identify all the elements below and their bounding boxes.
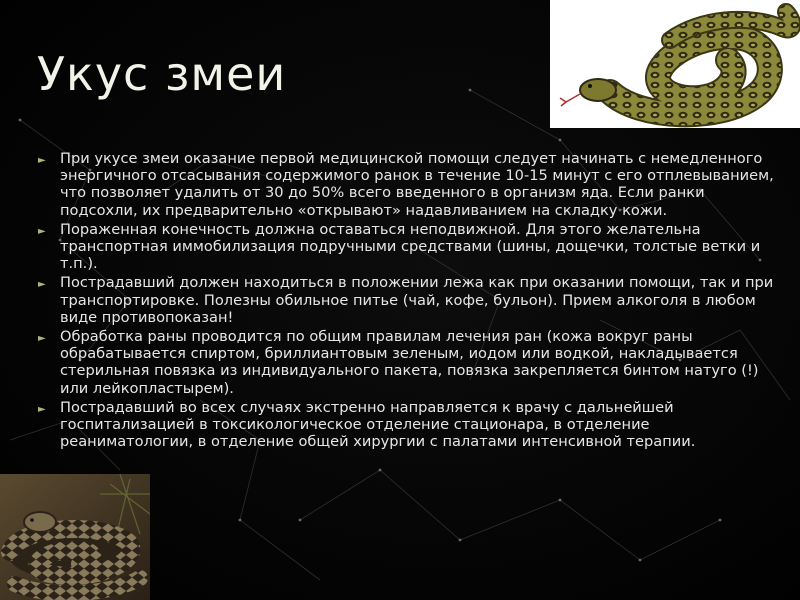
list-item [38,399,783,451]
bullet-text: Пострадавший должен находиться в положении лежа как при оказании помощи, так и при транспортировке. Полезны обильное питье (чай, кофе, бульон). Прием алкоголя в любом виде противопоказан! [60,274,774,326]
bullet-text: Обработка раны проводится по общим правилам лечения ран (кожа вокруг раны обрабатывается спиртом, бриллиантовым зеленым, иодом или водкой, накладывается стерильная повязка из индивидуального пакета, повязка закрепляется бинтом натуго (!) или лейкопластырем). [60,328,759,397]
snake-photo [550,0,800,128]
bullet-arrow-icon: ► [38,279,46,291]
bullet-text: Пострадавший во всех случаях экстренно направляется к врачу с дальнейшей госпитализацией в токсикологическое отделение стационара, в отделение реаниматологии, в отделение общей хирургии с палатами интенсивной терапии. [60,398,696,451]
list-item [38,150,783,219]
bullet-arrow-icon: ► [38,225,46,237]
list-item [38,274,783,326]
bullet-arrow-icon: ► [38,403,46,415]
bullet-list [38,150,783,452]
bullet-arrow-icon: ► [38,155,46,166]
bullet-arrow-icon: ► [38,333,46,345]
bullet-text: При укусе змеи оказание первой медицинской помощи следует начинать с немедленного энергичного отсасывания содержимого ранок в течение 10-15 минут с его отплевыванием, что позволяет удалить от 30 до 50% всего введенного в организм яда. Если ранки подсохли, их предварительно «открывают» надавливанием на складку кожи. [60,150,774,219]
bullet-text: Пораженная конечность должна оставаться неподвижной. Для этого желательна транспортная иммобилизация подручными средствами (шины, дощечки, толстые ветки и т.п.). [60,220,761,273]
slide-title: Укус змеи [37,47,287,101]
list-item [38,221,783,273]
viper-photo [0,474,150,600]
list-item [38,328,783,397]
